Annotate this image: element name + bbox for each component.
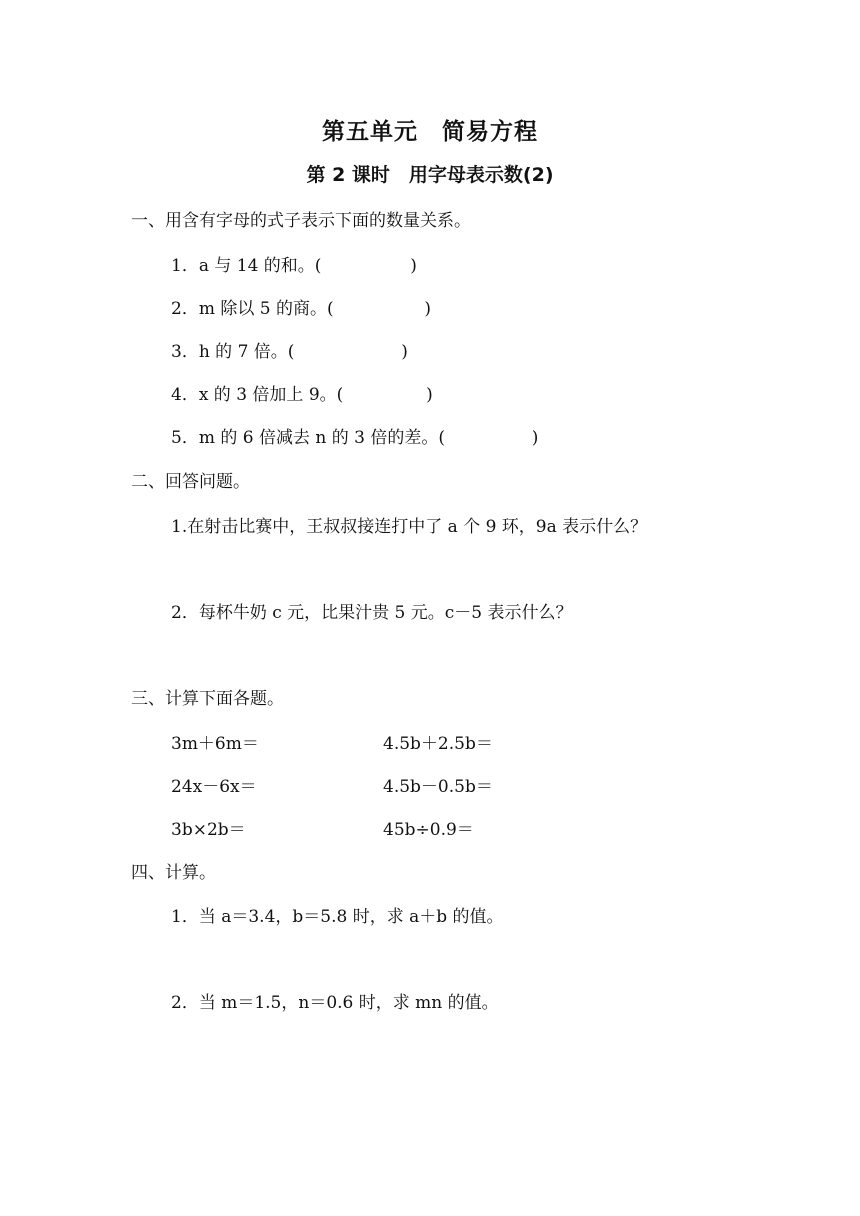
lesson-title: 第 2 课时 用字母表示数(2) (306, 164, 554, 186)
question-1-1 (171, 254, 417, 278)
close-paren: ) (426, 385, 433, 405)
question-text: 2．m 除以 5 的商。( (171, 299, 334, 319)
question-4-2: 2．当 m＝1.5，n＝0.6 时，求 mn 的值。 (171, 993, 499, 1013)
calc-3-2-b: 4.5b－0.5b＝ (383, 777, 493, 797)
question-4-1: 1．当 a＝3.4，b＝5.8 时，求 a＋b 的值。 (171, 907, 504, 927)
calc-3-3-b: 45b÷0.9＝ (383, 820, 474, 840)
calc-3-2-a: 24x－6x＝ (171, 777, 257, 797)
question-2-2: 2．每杯牛奶 c 元，比果汁贵 5 元。c－5 表示什么？ (171, 603, 573, 623)
question-2-1: 1.在射击比赛中，王叔叔接连打中了 a 个 9 环，9a 表示什么？ (171, 517, 648, 537)
question-1-3 (171, 340, 408, 364)
question-text: 5．m 的 6 倍减去 n 的 3 倍的差。( (171, 428, 445, 448)
section-4-heading: 四、计算。 (131, 863, 216, 883)
calc-3-1-a: 3m＋6m＝ (171, 734, 259, 754)
close-paren: ) (401, 342, 408, 362)
calc-3-1-b: 4.5b＋2.5b＝ (383, 734, 493, 754)
unit-title: 第五单元 简易方程 (322, 119, 538, 145)
question-1-5 (171, 426, 538, 450)
section-2-heading: 二、回答问题。 (131, 472, 250, 492)
question-text: 1．a 与 14 的和。( (171, 256, 322, 276)
calc-3-3-a: 3b×2b＝ (171, 820, 246, 840)
question-text: 4．x 的 3 倍加上 9。( (171, 385, 344, 405)
close-paren: ) (410, 256, 417, 276)
question-1-2 (171, 297, 431, 321)
section-1-heading: 一、用含有字母的式子表示下面的数量关系。 (131, 211, 471, 231)
question-1-4 (171, 383, 433, 407)
close-paren: ) (424, 299, 432, 319)
section-3-heading: 三、计算下面各题。 (131, 689, 284, 709)
close-paren: ) (531, 428, 539, 448)
question-text: 3．h 的 7 倍。( (171, 342, 295, 362)
